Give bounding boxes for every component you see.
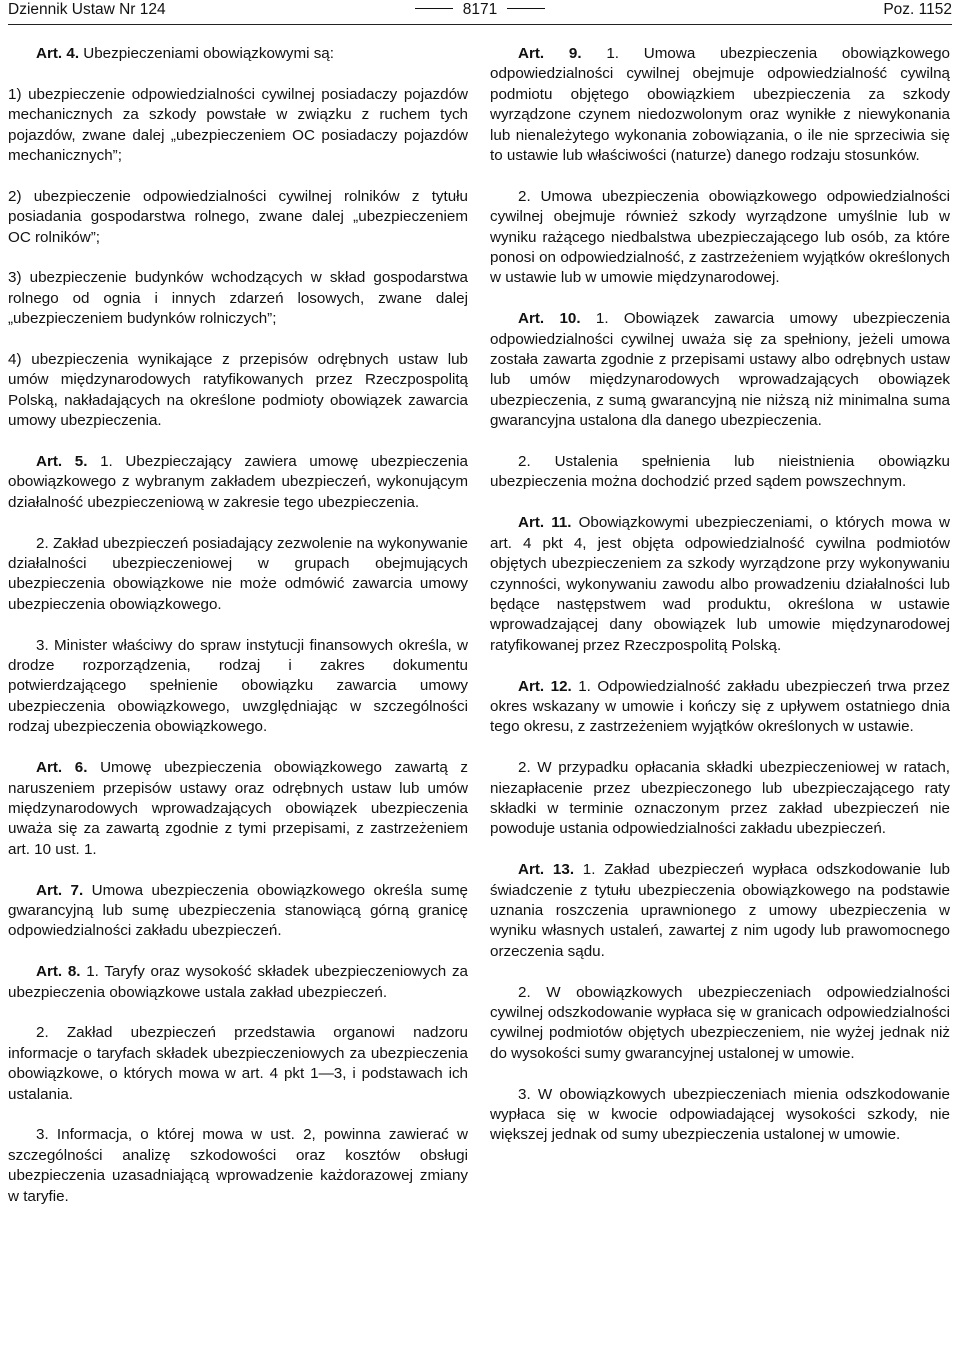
- article-number: Art. 4.: [36, 45, 80, 62]
- paragraph-text: 2. Ustalenia spełnienia lub nieistnienia obowiązku ubezpieczenia można dochodzić przed sądem powszechnym.: [490, 453, 950, 491]
- paragraph-text: 1. Obowiązek zawarcia umowy ubezpieczenia odpowiedzialności cywilnej uważa się za spełniony, jeżeli umowa została zawarta zgodnie z przepisami ustawy albo odrębnych ustaw lub umów międzynarodowych wprowadzających obowiązek ubezpieczenia, z sumą gwarancyjną nie niższą niż minimalna suma gwarancyjna ustalona dla danego ubezpieczenia.: [490, 310, 950, 430]
- page-number: 8171: [462, 1, 498, 18]
- paragraph: [490, 44, 950, 166]
- paragraph-text: 1. Taryfy oraz wysokość składek ubezpieczeniowych za ubezpieczenia obowiązkowe ustala zakład ubezpieczeń.: [8, 963, 468, 1001]
- paragraph-text: 2. W przypadku opłacania składki ubezpieczeniowej w ratach, niezapłacenie przez ubezpieczonego lub ubezpieczającego raty składki w terminie oznaczonym przez zakład ubezpieczeń nie powoduje ustania odpowiedzialności zakładu ubezpieczeń.: [490, 759, 950, 838]
- paragraph: [8, 85, 468, 167]
- paragraph-text: 4) ubezpieczenia wynikające z przepisów odrębnych ustaw lub umów międzynarodowych ratyfikowanych przez Rzeczpospolitą Polską, nakładających na określone podmioty obowiązek zawarcia umowy ubezpieczenia.: [8, 351, 468, 430]
- article-number: Art. 13.: [518, 861, 575, 879]
- paragraph: [490, 187, 950, 289]
- paragraph: [490, 452, 950, 493]
- paragraph: [8, 758, 468, 860]
- paragraph-text: 3. W obowiązkowych ubezpieczeniach mienia odszkodowanie wypłaca się w kwocie odpowiadającej wysokości szkody, nie większej jednak od sumy ubezpieczenia ustalonej w umowie.: [490, 1085, 950, 1144]
- paragraph-text: Umowę ubezpieczenia obowiązkowego zawartą z naruszeniem przepisów ustawy oraz odrębnych ustaw lub umów międzynarodowych wprowadzających obowiązek ubezpieczenia uważa się za zawartą zgodnie z tymi przepisami, z zastrzeżeniem art. 10 ust. 1.: [8, 759, 468, 858]
- right-column: [490, 44, 950, 1146]
- paragraph-text: 2. W obowiązkowych ubezpieczeniach odpowiedzialności cywilnej odszkodowanie wypłaca się w granicach odpowiedzialności cywilnej podmiotów objętych ubezpieczeniem, nie wyżej jednak niż do wysokości sumy gwarancyjnej ustalonej w umowie.: [490, 983, 950, 1062]
- article-number: Art. 10.: [518, 310, 581, 328]
- paragraph-text: 1. Umowa ubezpieczenia obowiązkowego odpowiedzialności cywilnej obejmuje odpowiedzialność cywilną podmiotu objętego obowiązkiem ubezpieczenia za szkody wyrządzone czynem niedozwolonym oraz wynikłe z niewykonania lub nienależytego wykonania zobowiązania, o ile nie sprzeciwia się to ustawie lub właściwości (naturze) danego rodzaju stosunków.: [490, 45, 950, 165]
- paragraph: [8, 636, 468, 738]
- paragraph-text: Obowiązkowymi ubezpieczeniami, o których mowa w art. 4 pkt 4, jest objęta odpowiedzialność cywilna podmiotów objętych ubezpieczeniem za szkody wyrządzone przy wykonywaniu czynności, wykonywaniu zawodu albo prowadzeniu działalności lub będące następstwem wad produktu, określona w ustawie wprowadzającej dany obowiązek lub umowie międzynarodowej ratyfikowanej przez Rzeczpospolitą Polską.: [490, 514, 951, 654]
- paragraph: [490, 677, 950, 738]
- article-number: Art. 5.: [36, 453, 88, 471]
- paragraph-text: 3) ubezpieczenie budynków wchodzących w skład gospodarstwa rolnego od ognia i innych zdarzeń losowych, zwane dalej „ubezpieczeniem budynków rolniczych”;: [8, 269, 468, 328]
- paragraph: [8, 881, 468, 942]
- paragraph: [8, 187, 468, 248]
- left-column: [8, 44, 468, 1207]
- paragraph-text: 1. Odpowiedzialność zakładu ubezpieczeń trwa przez okres wskazany w umowie i kończy się z upływem ostatniego dnia tego okresu, z zastrzeżeniem wyjątków określonych w ustawie.: [490, 677, 950, 736]
- paragraph: [490, 983, 950, 1065]
- paragraph: [490, 758, 950, 840]
- paragraph: [490, 860, 950, 962]
- paragraph: [8, 268, 468, 329]
- paragraph: [490, 513, 950, 656]
- paragraph-text: 2. Umowa ubezpieczenia obowiązkowego odpowiedzialności cywilnej obejmuje również szkody wyrządzone umyślnie lub w wyniku rażącego niedbalstwa ubezpieczającego lub osób, za które ponosi on odpowiedzialność, z zastrzeżeniem wyjątków określonych w ustawie lub w umowie międzynarodowej.: [490, 187, 950, 287]
- paragraph-text: 3. Informacja, o której mowa w ust. 2, powinna zawierać w szczególności analizę szkodowości oraz kosztów obsługi ubezpieczenia uzasadniającą wprowadzenie każdorazowej zmiany w taryfie.: [8, 1126, 468, 1205]
- paragraph: [8, 44, 468, 64]
- paragraph-text: 3. Minister właściwy do spraw instytucji finansowych określa, w drodze rozporządzenia, rodzaj i zakres dokumentu potwierdzającego spełnienie obowiązku zawarcia umowy ubezpieczenia obowiązkowego, uwzględniając w szczególności rodzaj ubezpieczenia obowiązkowego.: [8, 636, 468, 736]
- paragraph: [8, 350, 468, 432]
- paragraph-text: 2) ubezpieczenie odpowiedzialności cywilnej rolników z tytułu posiadania gospodarstwa rolnego, zwane dalej „ubezpieczeniem OC rolników”;: [8, 187, 468, 246]
- article-number: Art. 8.: [36, 963, 81, 981]
- paragraph-text: Umowa ubezpieczenia obowiązkowego określa sumę gwarancyjną lub sumę ubezpieczenia stanowiącą górną granicę odpowiedzialności zakładu ubezpieczeń.: [8, 881, 468, 940]
- paragraph: [8, 1023, 468, 1105]
- paragraph-text: 2. Zakład ubezpieczeń przedstawia organowi nadzoru informacje o taryfach składek ubezpieczeniowych za ubezpieczenia obowiązkowe, o których mowa w art. 4 pkt 1—3, i podstawach ich ustalania.: [8, 1024, 468, 1103]
- journal-title: Dziennik Ustaw Nr 124: [8, 1, 166, 18]
- paragraph-text: 1. Ubezpieczający zawiera umowę ubezpieczenia obowiązkowego z wybranym zakładem ubezpieczeń, wykonującym działalność ubezpieczeniową w zakresie tego ubezpieczenia.: [8, 453, 468, 511]
- article-number: Art. 9.: [518, 45, 582, 62]
- article-number: Art. 11.: [518, 514, 572, 532]
- paragraph: [490, 1085, 950, 1146]
- article-number: Art. 12.: [518, 677, 572, 695]
- page-header: [8, 0, 952, 24]
- paragraph-text: 2. Zakład ubezpieczeń posiadający zezwolenie na wykonywanie działalności ubezpieczeniowej w grupach obejmujących ubezpieczenia obowiązkowe nie może odmówić zawarcia umowy ubezpieczenia obowiązkowego.: [8, 534, 468, 613]
- header-divider: [8, 24, 952, 25]
- paragraph-text: Ubezpieczeniami obowiązkowymi są:: [79, 45, 334, 62]
- paragraph: [8, 534, 468, 616]
- position-number: Poz. 1152: [883, 1, 952, 18]
- paragraph: [8, 1125, 468, 1207]
- article-number: Art. 6.: [36, 759, 88, 777]
- article-number: Art. 7.: [36, 881, 84, 899]
- page-number-block: [8, 0, 952, 20]
- paragraph-text: 1) ubezpieczenie odpowiedzialności cywilnej posiadaczy pojazdów mechanicznych za szkody powstałe w związku z ruchem tych pojazdów, zwane dalej „ubezpieczeniem OC posiadaczy pojazdów mechanicznych”;: [8, 85, 468, 165]
- paragraph: [8, 962, 468, 1003]
- dash-right: [507, 8, 545, 9]
- paragraph: [490, 309, 950, 431]
- dash-left: [415, 8, 453, 9]
- paragraph-text: 1. Zakład ubezpieczeń wypłaca odszkodowanie lub świadczenie z tytułu ubezpieczenia obowiązkowego na podstawie uznania roszczenia uprawnionego z umowy ubezpieczenia w wyniku własnych ustaleń, zawartej z nim ugody lub prawomocnego orzeczenia sądu.: [490, 861, 950, 960]
- paragraph: [8, 452, 468, 513]
